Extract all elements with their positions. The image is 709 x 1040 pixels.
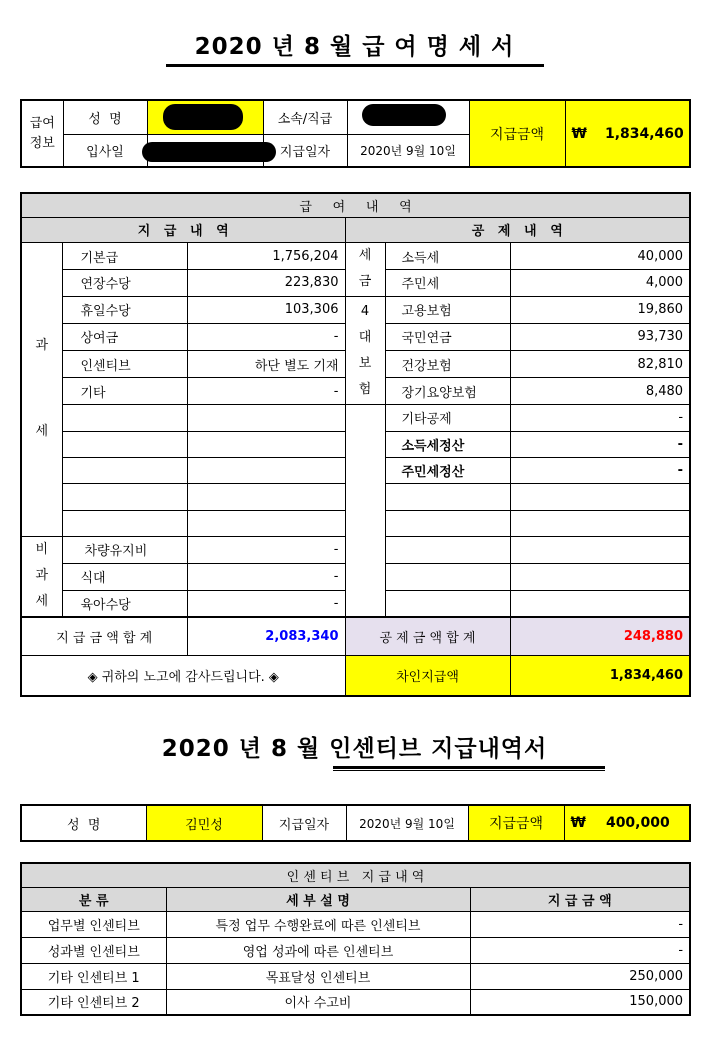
deduct-item-empty: [385, 563, 510, 590]
incentive-name-value: 김민성: [146, 805, 262, 841]
incentive-row-category: 기타 인센티브 1: [21, 963, 166, 989]
deduct-item-name: 주민세: [385, 269, 510, 296]
payslip-title: 2020 년 8 월 급 여 명 세 서: [194, 34, 515, 60]
deduct-item-name: 소득세: [385, 243, 510, 270]
deduct-item-empty: [510, 510, 690, 536]
salary-header: 급 여 내 역: [21, 193, 690, 217]
pay-item-empty: [187, 457, 345, 483]
pay-item-value: -: [187, 378, 345, 405]
tax-group-label: 세 금: [345, 243, 385, 297]
hire-label: 입사일: [63, 134, 147, 167]
nontax-item-name: 육아수당: [62, 590, 187, 617]
deduct-item-empty: [510, 484, 690, 510]
deduct-item-empty: [385, 536, 510, 563]
deduct-item-empty: [385, 510, 510, 536]
deduct-item-name: 국민연금: [385, 323, 510, 350]
pay-item-value: 1,756,204: [187, 243, 345, 270]
incentive-row-category: 기타 인센티브 2: [21, 989, 166, 1015]
deduct-item-value: -: [510, 431, 690, 457]
deduct-total-value: 248,880: [510, 617, 690, 655]
nontax-item-value: -: [187, 563, 345, 590]
nontaxable-label: 비 과 세: [21, 536, 62, 617]
redaction-mark: [163, 104, 243, 130]
redaction-mark: [142, 142, 276, 162]
deduct-item-empty: [385, 484, 510, 510]
deduct-item-empty: [510, 590, 690, 617]
name-label: 성 명: [63, 100, 147, 134]
pay-item-name: 인센티브: [62, 351, 187, 378]
incentive-detail-table: [20, 862, 691, 1016]
incentive-row-category: 업무별 인센티브: [21, 911, 166, 937]
deduct-item-value: 8,480: [510, 378, 690, 405]
deduct-item-value: 82,810: [510, 351, 690, 378]
incentive-row-amount: 150,000: [470, 989, 690, 1015]
incentive-row-amount: -: [470, 937, 690, 963]
incentive-row-category: 성과별 인센티브: [21, 937, 166, 963]
paydate-value: 2020년 9월 10일: [347, 134, 469, 167]
pay-item-empty: [62, 510, 187, 536]
pay-item-name: 연장수당: [62, 269, 187, 296]
insurance-group-label: 4 대 보 험: [345, 296, 385, 404]
redaction-mark: [362, 104, 446, 126]
thanks-message: ◈ 귀하의 노고에 감사드립니다. ◈: [21, 655, 345, 696]
deduct-item-value: 93,730: [510, 323, 690, 350]
incentive-row-amount: -: [470, 911, 690, 937]
deduct-item-name: 건강보험: [385, 351, 510, 378]
deduct-item-name: 주민세정산: [385, 457, 510, 483]
nontax-item-value: -: [187, 590, 345, 617]
info-section-label: 급여 정보: [21, 100, 63, 167]
pay-header: 지 급 내 역: [21, 217, 345, 242]
deduct-item-empty: [385, 590, 510, 617]
deduct-group-empty: [345, 405, 385, 617]
pay-item-name: 기타: [62, 378, 187, 405]
pay-item-value: -: [187, 323, 345, 350]
deduct-item-value: 4,000: [510, 269, 690, 296]
amount-value: ₩ 1,834,460: [565, 100, 690, 167]
incentive-info-table: [20, 804, 691, 842]
salary-table: [20, 192, 691, 697]
nontax-item-value: -: [187, 536, 345, 563]
deduct-item-value: -: [510, 405, 690, 431]
incentive-col-amount: 지 급 금 액: [470, 887, 690, 911]
pay-item-empty: [187, 431, 345, 457]
deduct-item-name: 기타공제: [385, 405, 510, 431]
incentive-name-label: 성 명: [21, 805, 146, 841]
deduct-header: 공 제 내 역: [345, 217, 690, 242]
title-underline: [333, 766, 605, 769]
incentive-row-description: 영업 성과에 따른 인센티브: [166, 937, 470, 963]
nontax-item-name: 차량유지비: [62, 536, 187, 563]
pay-total-value: 2,083,340: [187, 617, 345, 655]
title-underline: [333, 770, 605, 771]
incentive-row-amount: 250,000: [470, 963, 690, 989]
incentive-row-description: 목표달성 인센티브: [166, 963, 470, 989]
deduct-item-name: 고용보험: [385, 296, 510, 323]
deduct-item-value: -: [510, 457, 690, 483]
deduct-item-empty: [510, 563, 690, 590]
net-pay-label: 차인지급액: [345, 655, 510, 696]
pay-item-name: 휴일수당: [62, 296, 187, 323]
nontax-item-name: 식대: [62, 563, 187, 590]
title-underline: [166, 64, 544, 67]
net-pay-value: 1,834,460: [510, 655, 690, 696]
pay-item-name: 기본급: [62, 243, 187, 270]
deduct-item-name: 소득세정산: [385, 431, 510, 457]
incentive-col-category: 분 류: [21, 887, 166, 911]
pay-total-label: 지 급 금 액 합 계: [21, 617, 187, 655]
incentive-row-description: 이사 수고비: [166, 989, 470, 1015]
deduct-item-empty: [510, 536, 690, 563]
deduct-item-value: 19,860: [510, 296, 690, 323]
incentive-amount-value: ₩ 400,000: [564, 805, 690, 841]
pay-item-value: 223,830: [187, 269, 345, 296]
dept-label: 소속/직급: [263, 100, 347, 134]
pay-item-empty: [62, 431, 187, 457]
taxable-label: 과 세: [21, 243, 62, 537]
incentive-paydate-value: 2020년 9월 10일: [346, 805, 468, 841]
incentive-paydate-label: 지급일자: [262, 805, 346, 841]
pay-item-empty: [187, 510, 345, 536]
amount-label: 지급금액: [469, 100, 565, 167]
incentive-title: 2020 년 8 월 인센티브 지급내역서: [161, 736, 548, 762]
deduct-item-value: 40,000: [510, 243, 690, 270]
pay-item-empty: [187, 484, 345, 510]
pay-item-name: 상여금: [62, 323, 187, 350]
pay-item-value: 하단 별도 기재: [187, 351, 345, 378]
incentive-header: 인 센 티 브 지 급 내 역: [21, 863, 690, 887]
incentive-row-description: 특정 업무 수행완료에 따른 인센티브: [166, 911, 470, 937]
paydate-label: 지급일자: [263, 134, 347, 167]
pay-item-empty: [187, 405, 345, 431]
employee-info-table: [20, 99, 691, 168]
deduct-item-name: 장기요양보험: [385, 378, 510, 405]
incentive-col-description: 세 부 설 명: [166, 887, 470, 911]
pay-item-empty: [62, 457, 187, 483]
deduct-total-label: 공 제 금 액 합 계: [345, 617, 510, 655]
pay-item-value: 103,306: [187, 296, 345, 323]
pay-item-empty: [62, 484, 187, 510]
incentive-amount-label: 지급금액: [468, 805, 564, 841]
pay-item-empty: [62, 405, 187, 431]
